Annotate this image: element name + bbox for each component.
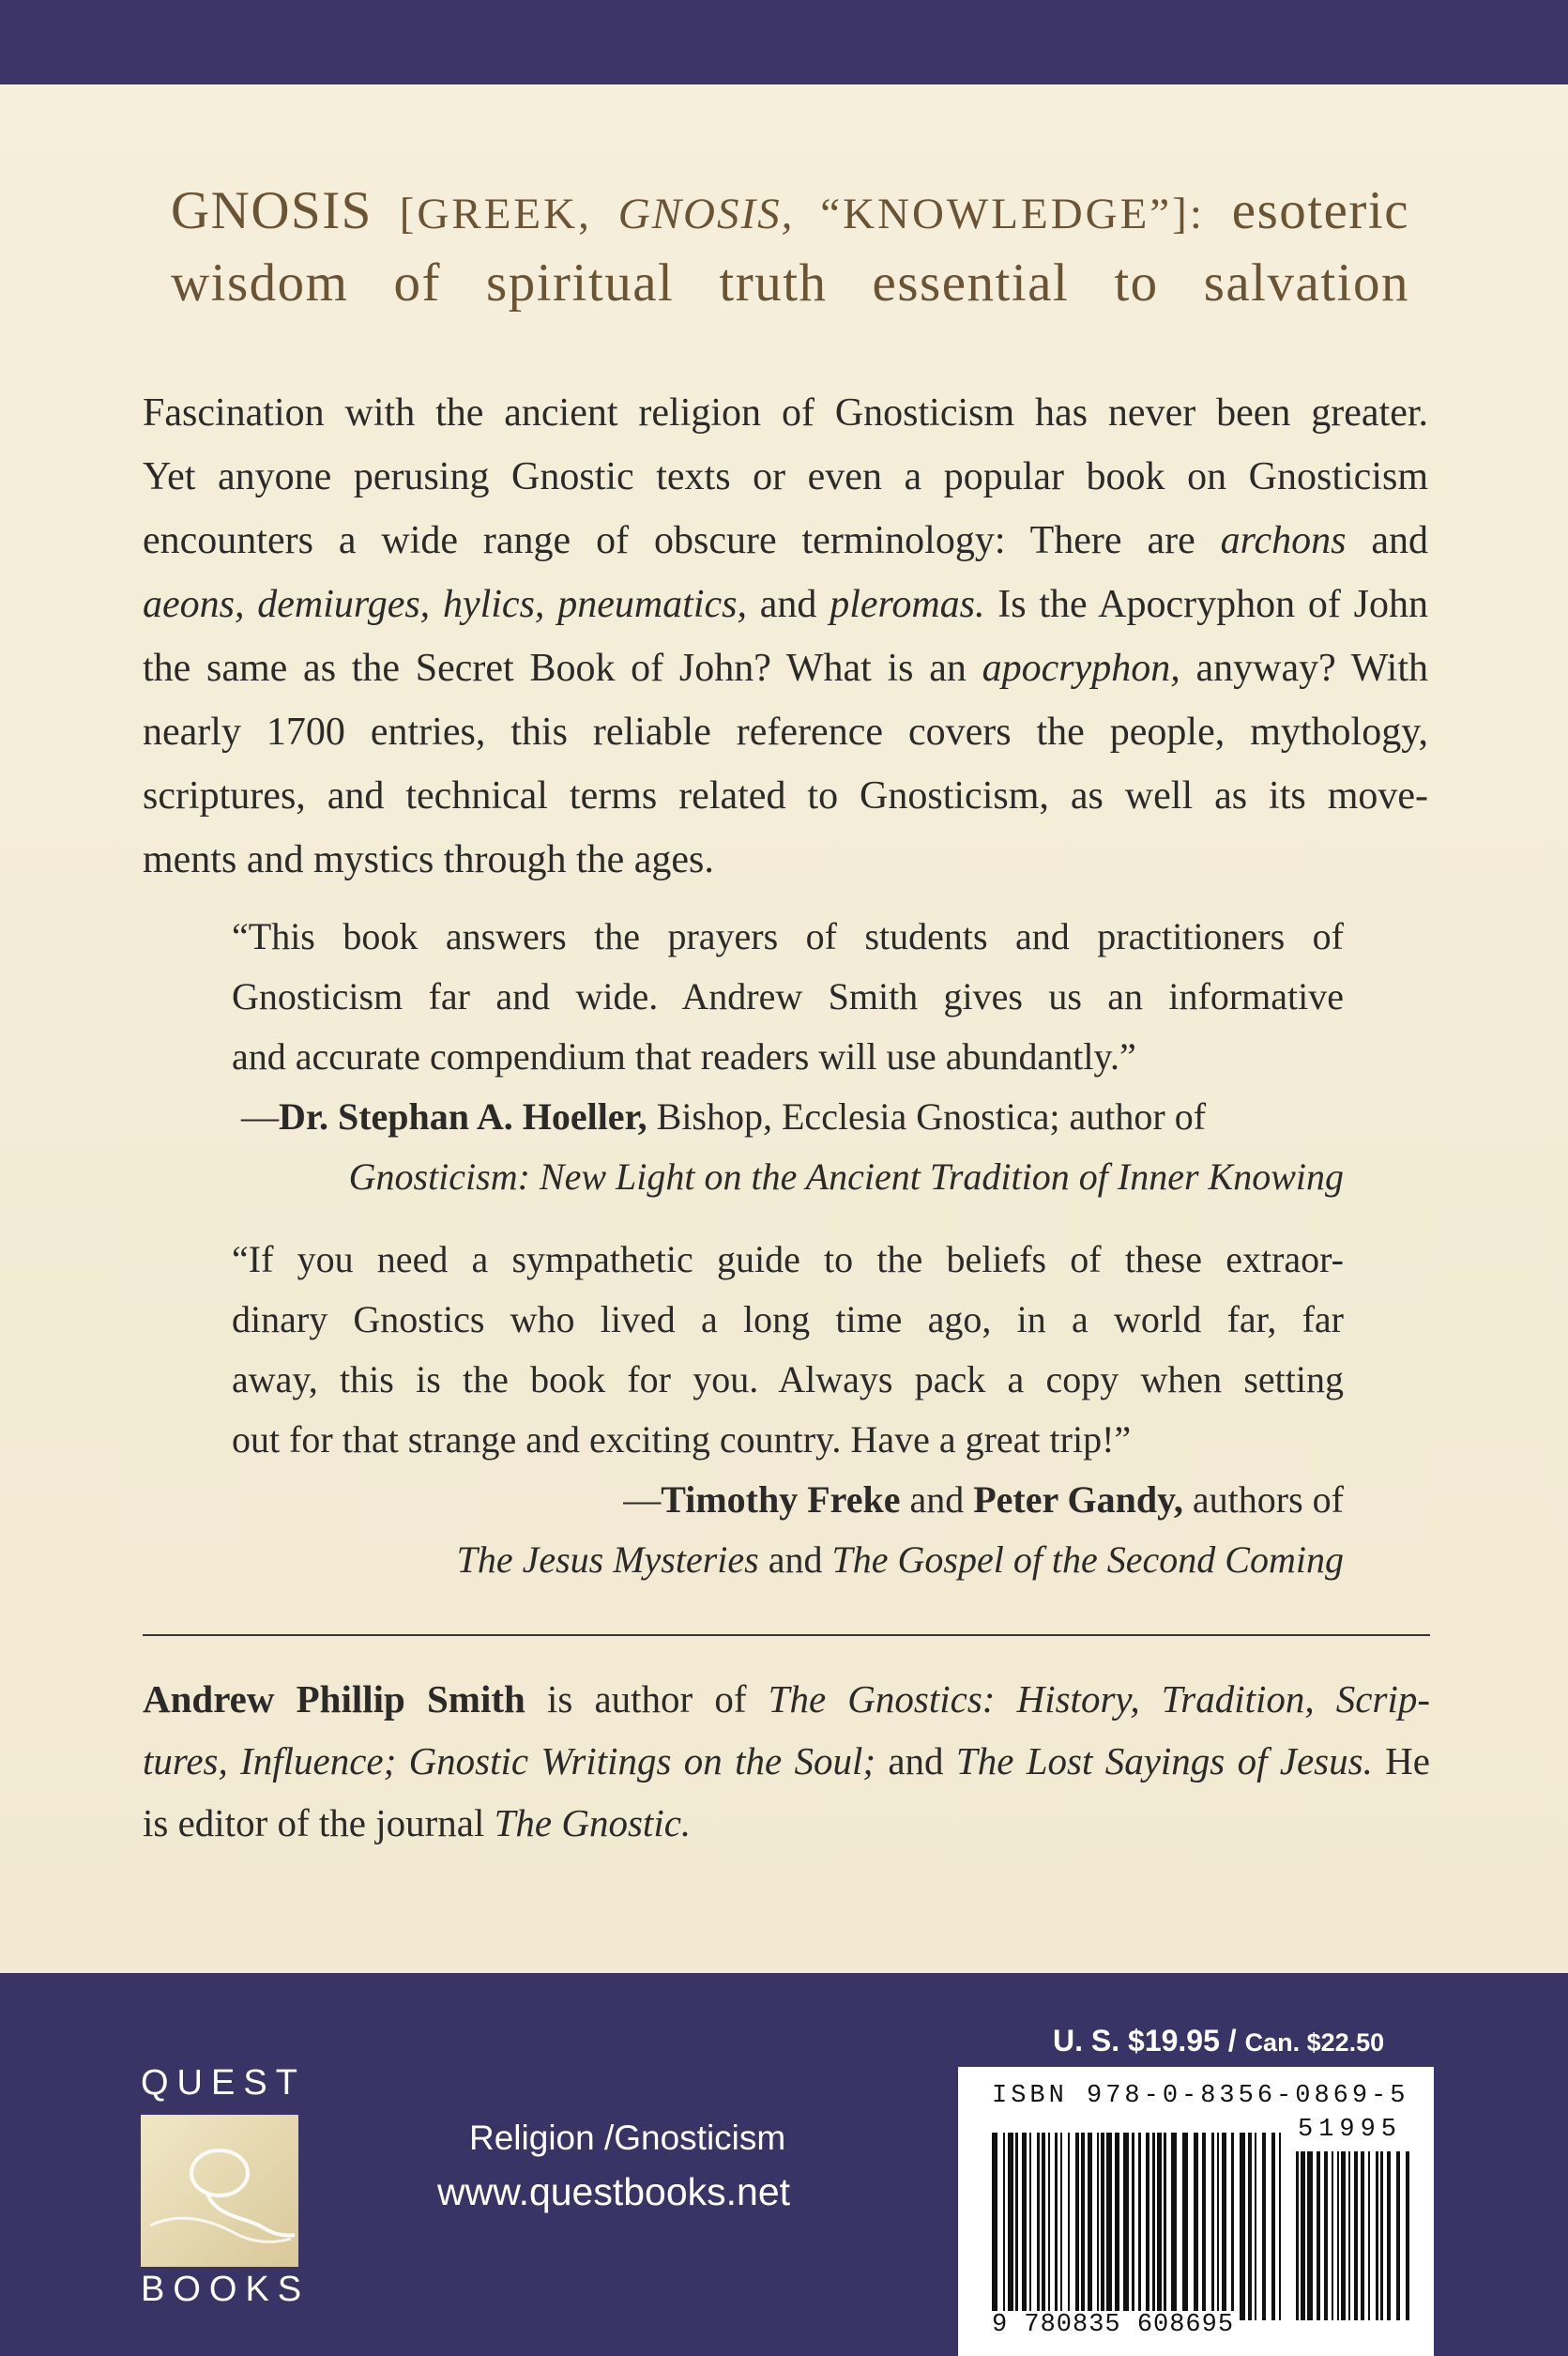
bio-text: is author of [525,1677,769,1721]
bio-line [143,1792,1430,1854]
endorser-role: authors of [1182,1478,1344,1521]
description-text: the same as the Secret Book of John? What is an [143,647,967,690]
quote-attribution-works [232,1530,1344,1590]
bio-work-title: The Lost Sayings of Jesus. [955,1739,1373,1782]
description [143,381,1428,892]
endorser-name: Timothy Freke [661,1478,901,1521]
book-category: Religion /Gnosticism [469,2119,786,2157]
price-label [1053,2024,1384,2058]
bio-text: He [1372,1739,1430,1782]
headline-bracket-open: [GREEK, [399,190,618,238]
endorser-role: Bishop, Ecclesia Gnostica; author of [647,1095,1207,1138]
headline-line-1 [171,176,1409,249]
quote-line: “If you need a sympathetic guide to the beliefs of these extraor- [232,1238,1344,1280]
quote-attribution-work [232,1147,1344,1207]
isbn-text: ISBN 978-0-8356-0869-5 [992,2082,1409,2110]
endorser-work: Gnosticism: New Light on the Ancient Tradition of Inner Knowing [348,1155,1344,1198]
attribution-dash: — [623,1478,662,1521]
headline [171,176,1409,318]
endorser-name: Peter Gandy, [973,1478,1183,1521]
quote-line: out for that strange and exciting country. Have a great trip!” [232,1418,1132,1461]
quote-line: Gnosticism far and wide. Andrew Smith gives us an informative [232,975,1344,1017]
description-text: anyway? With [1195,647,1429,690]
barcode-digits: 9 780835 608695 [988,2311,1238,2339]
description-italic: pleromas. [830,583,985,626]
price-can: Can. $22.50 [1244,2028,1385,2057]
description-italic: apocryphon, [982,647,1180,690]
endorser-work: The Jesus Mysteries [456,1538,759,1581]
bio-line [143,1668,1430,1730]
endorser-work: The Gospel of the Second Coming [831,1538,1344,1581]
bio-text: and [875,1739,956,1782]
description-line: nearly 1700 entries, this reliable reference covers the people, mythology, [143,711,1428,754]
quote-attribution [232,1470,1344,1530]
price-us: U. S. $19.95 [1053,2024,1220,2058]
barcode-panel [958,2067,1434,2356]
publisher-website: www.questbooks.net [437,2170,791,2213]
bio-work-title: The Gnostic. [494,1801,692,1844]
bio-text: is editor of the journal [143,1801,495,1844]
headline-bracket-close: “KNOWLEDGE”]: [794,190,1205,238]
quote-line: away, this is the book for you. Always pack a copy when setting [232,1358,1344,1400]
description-line: Fascination with the ancient religion of Gnosticism has never been greater. [143,391,1428,435]
endorser-name: Dr. Stephan A. Hoeller, [279,1095,647,1138]
description-line [143,573,1428,636]
description-italic: aeons, demiurges, hylics, pneumatics, [143,583,747,626]
quote-line: “This book answers the prayers of students and practitioners of [232,915,1344,957]
description-text: Is the Apocryphon of John [997,583,1429,626]
description-italic: archons [1220,519,1347,562]
quote-attribution [232,1087,1344,1147]
bio-work-title: The Gnostics: History, Tradition, Scrip- [768,1677,1430,1721]
top-color-band [0,0,1568,84]
bio-line [143,1730,1430,1792]
ean-barcode-icon [992,2133,1287,2320]
attribution-and: and [758,1538,832,1581]
publisher-logo-bottom-text: BOOKS [141,2270,311,2309]
description-line: ments and mystics through the ages. [143,838,714,881]
description-line [143,636,1428,700]
addon-barcode-icon [1296,2151,1418,2320]
quote-line: dinary Gnostics who lived a long time ago, in a world far, far [232,1298,1344,1340]
bio-work-title: tures, Influence; Gnostic Writings on the Soul; [143,1739,876,1782]
price-code-text: 51995 [1298,2116,1403,2144]
divider-rule [143,1634,1430,1636]
description-text: and [759,583,817,626]
description-text: and [1371,519,1428,562]
endorsement-quote-2 [232,1230,1344,1590]
quote-line: and accurate compendium that readers will use abundantly.” [232,1035,1136,1078]
headline-bracket-word: GNOSIS, [617,190,795,238]
attribution-and: and [900,1478,974,1521]
endorsement-quote-1 [232,907,1344,1207]
description-line: scriptures, and technical terms related to Gnosticism, as well as its move- [143,774,1428,818]
price-separator: / [1219,2024,1245,2058]
description-text: encounters a wide range of obscure terminology: There are [143,519,1195,562]
publisher-logo-top-text: QUEST [141,2063,306,2103]
attribution-dash: — [241,1095,279,1138]
headline-term: GNOSIS [171,181,373,240]
description-line [143,509,1428,573]
headline-line-2: wisdom of spiritual truth essential to salvation [171,253,1409,313]
description-line: Yet anyone perusing Gnostic texts or even a popular book on Gnosticism [143,455,1428,498]
author-name: Andrew Phillip Smith [143,1677,525,1721]
q-mark-icon [141,2115,298,2267]
publisher-logo-q-icon [141,2115,298,2267]
author-bio [143,1668,1430,1854]
headline-line1-end: esoteric [1231,181,1410,240]
